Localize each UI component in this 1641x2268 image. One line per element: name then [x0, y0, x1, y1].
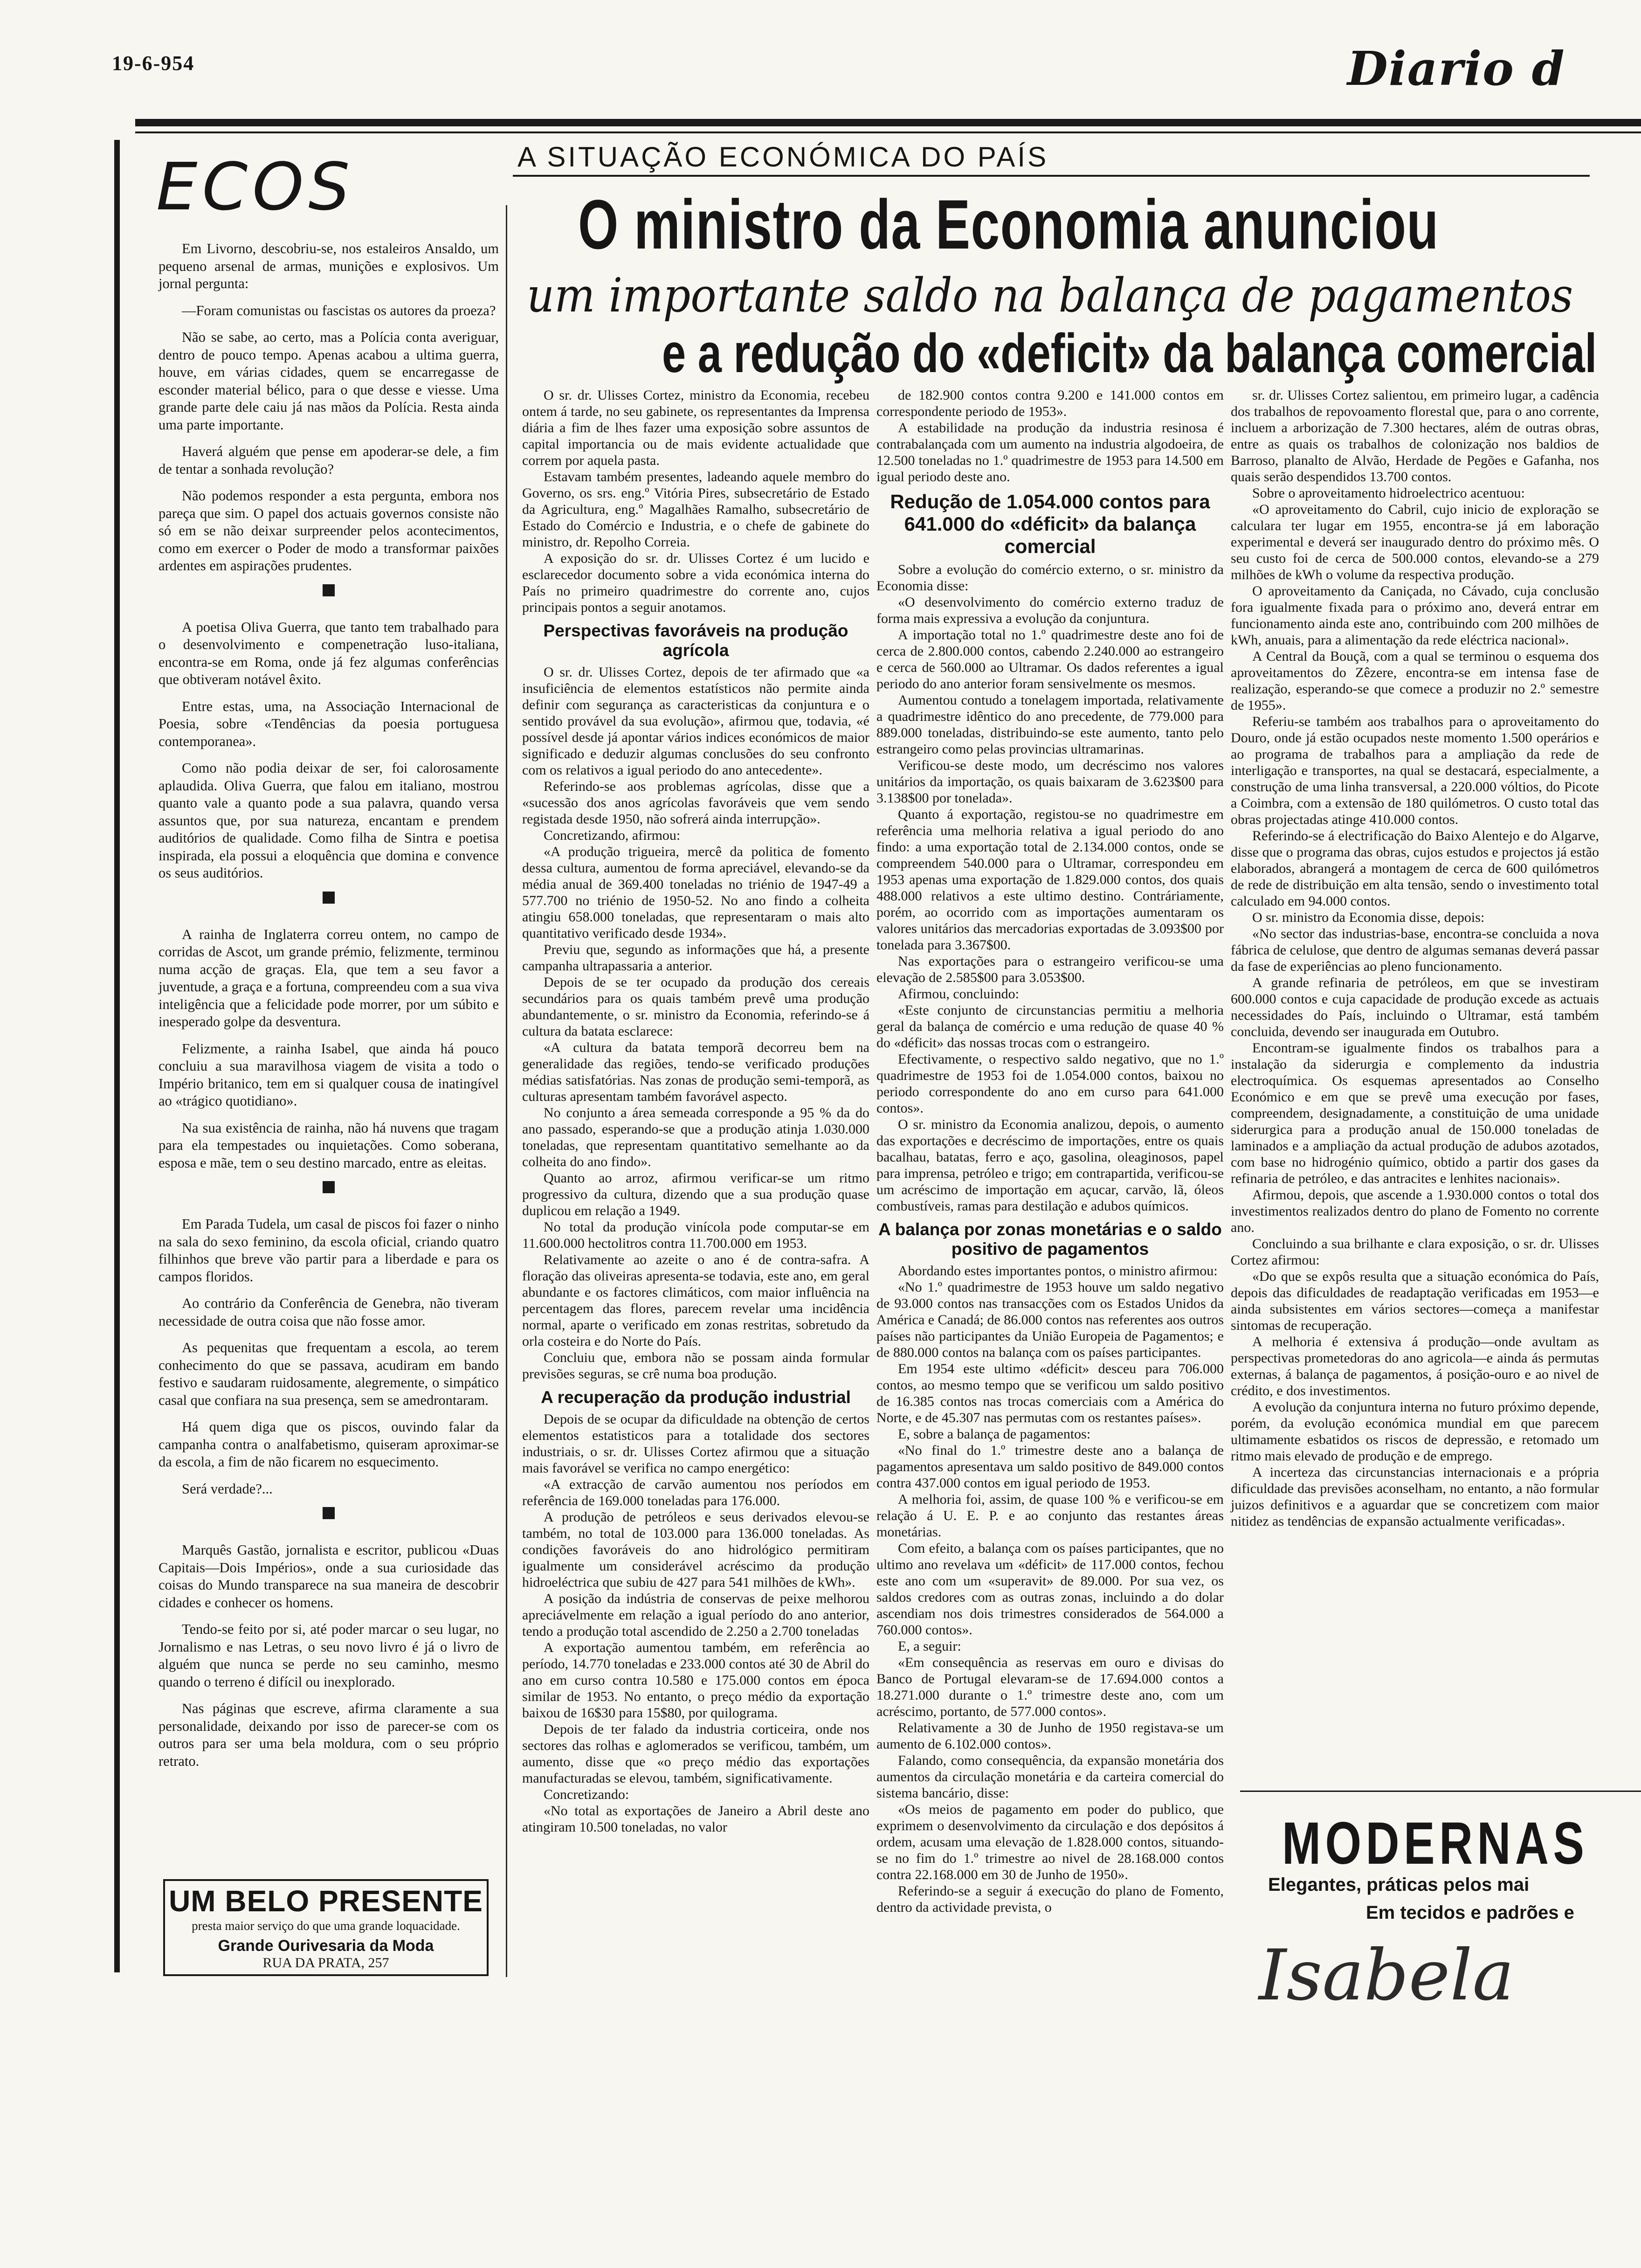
article-paragraph: Concretizando:	[544, 1787, 629, 1802]
section-separator-square	[323, 1507, 335, 1519]
article-paragraph: A posição da indústria de conservas de peixe melhorou apreciávelmente em relação a igual período do ano anterior, tendo a produção total ascendido de 2.250 a 2.700 toneladas	[522, 1591, 869, 1639]
issue-date: 19-6-954	[112, 52, 195, 75]
headline-sub: um importante saldo na balança de pagamentos	[527, 268, 1573, 323]
kicker-rule	[513, 175, 1590, 177]
article-paragraph: Sobre a evolução do comércio externo, o sr. ministro da Economia disse:	[876, 562, 1224, 594]
ecos-paragraph: Felizmente, a rainha Isabel, que ainda há pouco concluiu a sua maravilhosa viagem de visita a todo o Império britanico, tem em si qualquer cousa de inatingível ao «trágico quotidiano».	[159, 1040, 499, 1109]
article-paragraph: «Este conjunto de circunstancias permitiu a melhoria geral da balança de comércio e uma redução de quase 40 % do «déficit» das nossas trocas com o estrangeiro.	[876, 1003, 1224, 1051]
article-paragraph: O sr. ministro da Economia disse, depois:	[1252, 910, 1485, 925]
ecos-paragraph: A poetisa Oliva Guerra, que tanto tem trabalhado para o desenvolvimento e compenetração luso-italiana, encontra-se em Roma, onde já fez algumas conferências que obtiveram notável êxito.	[159, 619, 499, 687]
article-paragraph: A evolução da conjuntura interna no futuro próximo depende, porém, da evolução económica mundial em que parecem ultimamente esbatidos os riscos de depressão, e retomado um ritmo mais elevado de produção e de emprego.	[1231, 1399, 1599, 1464]
article-subheading: A recuperação da produção industrial	[541, 1388, 851, 1407]
article-paragraph: Encontram-se igualmente findos os trabalhos para a instalação da siderurgia e complemento da industria electroquímica. Os esquemas apresentados ao Conselho Económico e em que se prevê uma execução por fases, compreendem, designadamente, a constituição de uma unidade siderurgica para a produção anual de 150.000 toneladas de laminados e a ampliação da actual produção de adubos azotados, com base no hidrogénio químico, obtido a partir dos gases da refinaria de petróleo, e das antracites e lenhites nacionais».	[1231, 1040, 1599, 1186]
article-paragraph: O sr. dr. Ulisses Cortez, ministro da Economia, recebeu ontem á tarde, no seu gabinete, os representantes da Imprensa diária a fim de lhes fazer uma exposição sobre assuntos de capital importancia ou de mais evidente actualidade que correm por aquela pasta.	[522, 387, 869, 468]
article-subheading: A balança por zonas monetárias e o saldo positivo de pagamentos	[878, 1220, 1222, 1258]
article-paragraph: E, sobre a balança de pagamentos:	[898, 1426, 1091, 1442]
article-paragraph: A melhoria foi, assim, de quase 100 % e verificou-se em relação á U. E. P. e ao conjunto das restantes áreas monetárias.	[876, 1492, 1224, 1540]
modernas-ad-signature: Isabela	[1259, 1935, 1514, 2016]
column-divider	[506, 205, 507, 1977]
article-paragraph: Relativamente ao azeite o ano é de contra-safra. A floração das oliveiras apresenta-se todavia, este ano, em geral abundante e os factores climáticos, com maior influência na percentagem das flores, parecem revelar uma incidência normal, aparte o verificado em zonas restritas, sobretudo da orla costeira e do Norte do País.	[522, 1252, 869, 1349]
article-paragraph: Referiu-se também aos trabalhos para o aproveitamento do Douro, onde já estão ocupados neste momento 1.500 operários e ao programa de trabalhos para a ampliação da rede de interligação e transportes, na qual se destacará, especialmente, a construção de uma linha transversal, a 220.000 vóltios, do Picote a Coimbra, com a extensão de 180 quilómetros. O custo total das obras projectadas atinge 410.000 contos.	[1231, 714, 1599, 827]
article-paragraph: Previu que, segundo as informações que há, a presente campanha ultrapassaria a anterior.	[522, 942, 869, 974]
article-paragraph: Depois de se ocupar da dificuldade na obtenção de certos elementos estatisticos para a totalidade dos sectores industriais, o sr. dr. Ulisses Cortez afirmou que a situação mais favorável se verifica no campo energético:	[522, 1411, 869, 1476]
article-paragraph: Sobre o aproveitamento hidroelectrico acentuou:	[1252, 485, 1525, 501]
article-paragraph: A incerteza das circunstancias internacionais e a própria dificuldade das previsões aconselham, no entanto, a não formular juizos definitivos e a aguardar que se concretizem com maior nitidez as tendências de expansão actualmente verificadas».	[1231, 1465, 1599, 1529]
header-rule-thick	[135, 119, 1641, 126]
ecos-paragraph: Haverá alguém que pense em apoderar-se dele, a fim de tentar a sonhada revolução?	[159, 443, 499, 477]
modernas-ad-title: MODERNAS	[1282, 1810, 1589, 1877]
article-subheading: Redução de 1.054.000 contos para 641.000 do «déficit» da balança comercial	[890, 491, 1210, 557]
article-column-1	[522, 387, 869, 1835]
article-paragraph: No conjunto a área semeada corresponde a 95 % da do ano passado, esperando-se que a produção atinja 1.030.000 toneladas, que representam quantitativo semelhante ao da colheita do ano findo».	[522, 1105, 869, 1169]
article-column-2	[876, 387, 1224, 1915]
article-paragraph: Com efeito, a balança com os países participantes, que no ultimo ano revelava um «déficit» de 117.000 contos, fechou este ano com um «superavit» de 89.000. Por sua vez, os saldos credores com as outras zonas, incluindo a do dolar ascendiam nos dois trimestres considerados de 564.000 a 760.000 contos».	[876, 1541, 1224, 1638]
article-paragraph: Depois de ter falado da industria corticeira, onde nos sectores das rolhas e aglomerados se verificou, também, um aumento, disse que «o preço médio das exportações manufacturadas se elevou, também, significativamente.	[522, 1722, 869, 1786]
ecos-column	[159, 240, 499, 1779]
article-paragraph: A Central da Bouçã, com a qual se terminou o esquema dos aproveitamentos do Zêzere, encontra-se em intensa fase de realização, esperando-se que comece a produzir no 2.º semestre de 1955».	[1231, 649, 1599, 713]
article-paragraph: Afirmou, depois, que ascende a 1.930.000 contos o total dos investimentos realizados dentro do plano de Fomento no corrente ano.	[1231, 1187, 1599, 1235]
article-paragraph: Abordando estes importantes pontos, o ministro afirmou:	[898, 1263, 1218, 1279]
article-paragraph: E, a seguir:	[898, 1639, 961, 1654]
ad-top-rule	[1240, 1791, 1641, 1792]
section-separator-square	[323, 1181, 335, 1193]
ecos-paragraph: Como não podia deixar de ser, foi calorosamente aplaudida. Oliva Guerra, que falou em italiano, mostrou quanto vale a quanto pode a sua palavra, quando versa assuntos que, por sua natureza, encantam e prendem auditórios de qualidade. Como filha de Sintra e poetisa inspirada, ela possui a eloquência que domina e convence os seus auditórios.	[159, 760, 499, 881]
article-paragraph: «No sector das industrias-base, encontra-se concluida a nova fábrica de celulose, que dentro de algumas semanas deverá passar da fase de experiências ao pleno funcionamento.	[1231, 926, 1599, 974]
article-paragraph: «A extracção de carvão aumentou nos períodos em referência de 169.000 toneladas para 176.000.	[522, 1477, 869, 1508]
article-paragraph: Estavam também presentes, ladeando aquele membro do Governo, os srs. eng.º Vitória Pires, subsecretário de Estado da Agricultura, eng.º Magalhães Ramalho, subsecretário de Estado do Comércio e Industria, e o chefe de gabinete do ministro, dr. Repolho Correia.	[522, 469, 869, 550]
article-paragraph: «No total as exportações de Janeiro a Abril deste ano atingiram 10.500 toneladas, no valor	[522, 1803, 869, 1835]
article-paragraph: A estabilidade na produção da industria resinosa é contrabalançada com um aumento na industria algodoeira, de 12.500 toneladas no 1.º quadrimestre de 1953 para 14.500 em igual periodo deste ano.	[876, 420, 1224, 484]
ecos-paragraph: Na sua existência de rainha, não há nuvens que tragam para ela tempestades ou inquietações. Como soberana, esposa e mãe, tem o seu destino marcado, entre as eleitas.	[159, 1120, 499, 1171]
article-paragraph: Relativamente a 30 de Junho de 1950 registava-se um aumento de 6.102.000 contos».	[876, 1720, 1224, 1752]
ecos-paragraph: Em Parada Tudela, um casal de piscos foi fazer o ninho na sala do sexo feminino, da escola oficial, criando quatro filhinhos que breve vão partir para a liberdade e para os campos floridos.	[159, 1216, 499, 1285]
ecos-paragraph: Não se sabe, ao certo, mas a Polícia conta averiguar, dentro de pouco tempo. Apenas acabou a ultima guerra, houve, em várias cidades, quem se encarregasse de esconder material bélico, para o que desse e viesse. Uma grande parte dele caiu já nas mãos da Polícia. Resta ainda uma parte importante.	[159, 329, 499, 433]
article-paragraph: Verificou-se deste modo, um decréscimo nos valores unitários da importação, os quais baixaram de 3.623$00 para 3.138$00 por tonelada».	[876, 758, 1224, 806]
article-paragraph: «A produção trigueira, mercê da politica de fomento dessa cultura, aumentou de forma apreciável, elevando-se da média anual de 369.400 toneladas no triénio de 1947-49 a 577.700 no triénio de 1950-52. No ano findo a colheita atingiu 658.000 toneladas, que representaram o mais alto quantitativo verificado desde 1934».	[522, 844, 869, 941]
article-paragraph: A exportação aumentou também, em referência ao período, 14.770 toneladas e 233.000 contos até 30 de Abril do ano em curso contra 10.580 e 175.000 contos em época similar de 1953. No entanto, o preço médio da exportação baixou de 16$30 para 15$80, por quilograma.	[522, 1640, 869, 1721]
ecos-paragraph: A rainha de Inglaterra correu ontem, no campo de corridas de Ascot, um grande prémio, felizmente, terminou numa acção de graças. Ela, que tem a seu favor a juventude, a graça e a fortuna, compreendeu com a sua viva inteligência que a felicidade pode morrer, por um súbito e inesperado golpe da desventura.	[159, 926, 499, 1030]
article-paragraph: «O desenvolvimento do comércio externo traduz de forma mais expressiva a evolução da conjuntura.	[876, 595, 1224, 626]
article-paragraph: A grande refinaria de petróleos, em que se investiram 600.000 contos e cuja capacidade de produção excede as actuais necessidades do País, incluindo o Ultramar, está também concluida, devendo ser inaugurada em Outubro.	[1231, 975, 1599, 1039]
article-paragraph: «A cultura da batata temporã decorreu bem na generalidade das regiões, tendo-se verificado produções médias satisfatórias. Nas zonas de produção semi-temporã, as culturas apresentam também favorável aspecto.	[522, 1040, 869, 1104]
section-separator-square	[323, 584, 335, 596]
headline-third: e a redução do «deficit» da balança comercial	[662, 323, 1597, 384]
article-paragraph: «Em consequência as reservas em ouro e divisas do Banco de Portugal elevaram-se de 17.694.000 contos a 18.271.000 durante o 1.º trimestre deste ano, com um acréscimo, portanto, de 577.000 contos».	[876, 1655, 1224, 1719]
article-paragraph: «Do que se expôs resulta que a situação económica do País, depois das dificuldades de readaptação verificadas em 1953—e ainda subsistentes em vários sectores—começa a manifestar sintomas de recuperação.	[1231, 1269, 1599, 1333]
header-rule-thin	[135, 131, 1641, 133]
article-paragraph: Concluiu que, embora não se possam ainda formular previsões seguras, se crê numa boa produção.	[522, 1350, 869, 1382]
article-paragraph: Efectivamente, o respectivo saldo negativo, que no 1.º quadrimestre de 1953 foi de 1.054.000 contos, baixou no periodo correspondente do ano em curso para 641.000 contos».	[876, 1051, 1224, 1116]
ecos-title: ECOS	[156, 149, 355, 225]
article-paragraph: A exposição do sr. dr. Ulisses Cortez é um lucido e esclarecedor documento sobre a vida económica interna do País no primeiro quadrimestre do corrente ano, cujos principais pontos a seguir anotamos.	[522, 551, 869, 615]
jewelry-ad	[163, 1879, 489, 1976]
article-paragraph: A produção de petróleos e seus derivados elevou-se também, no total de 103.000 para 136.000 toneladas. As condições favoráveis do ano hidrológico permitiram igualmente um considerável acréscimo da produção hidroeléctrica que subiu de 427 para 541 milhões de kWh».	[522, 1509, 869, 1590]
article-kicker: A SITUAÇÃO ECONÓMICA DO PAÍS	[517, 141, 1049, 173]
article-paragraph: Nas exportações para o estrangeiro verificou-se uma elevação de 2.585$00 para 3.053$00.	[876, 954, 1224, 985]
ecos-paragraph: Entre estas, uma, na Associação Internacional de Poesia, sobre «Tendências da poesia portuguesa contemporanea».	[159, 698, 499, 749]
article-paragraph: A importação total no 1.º quadrimestre deste ano foi de cerca de 2.800.000 contos, cabendo 2.240.000 ao estrangeiro e cerca de 560.000 ao Ultramar. Os dados referentes a igual periodo do ano anterior foram sensivelmente os mesmos.	[876, 627, 1224, 691]
ecos-paragraph: As pequenitas que frequentam a escola, ao terem conhecimento do que se passava, acudiram em bando festivo e saudaram ruidosamente, alegremente, o simpático casal que confiara na sua presença, sem se amedrontaram.	[159, 1340, 499, 1408]
headline-main: O ministro da Economia anunciou	[578, 185, 1439, 263]
modernas-ad-line-1: Elegantes, práticas pelos mai	[1268, 1874, 1530, 1895]
ad-shop-name: Grande Ourivesaria da Moda	[218, 1937, 434, 1955]
article-paragraph: sr. dr. Ulisses Cortez salientou, em primeiro lugar, a cadência dos trabalhos de repovoamento florestal que, para o ano corrente, incluem a arborização de 7.300 hectares, além de outras obras, entre as quais os trabalhos de colonização nos baldios de Barroso, planalto de Alvão, Herdade de Pegões e Gafanha, nos quais serão despendidos 13.700 contos.	[1231, 387, 1599, 484]
left-column-bar	[114, 140, 120, 1972]
section-separator-square	[323, 892, 335, 904]
article-paragraph: Em 1954 este ultimo «déficit» desceu para 706.000 contos, ao mesmo tempo que se verificou um saldo positivo de 16.385 contos nas trocas comerciais com a América do Norte, e de 45.307 nas permutas com os restantes países».	[876, 1361, 1224, 1425]
article-paragraph: Referindo-se aos problemas agrícolas, disse que a «sucessão dos anos agrícolas favoráveis que vem sendo registada desde 1950, não sofrerá ainda interrupção».	[522, 779, 869, 827]
article-subheading: Perspectivas favoráveis na produção agrícola	[543, 621, 848, 660]
article-paragraph: Quanto ao arroz, afirmou verificar-se um ritmo progressivo da cultura, dizendo que a sua produção quase duplicou em relação a 1949.	[522, 1170, 869, 1218]
article-paragraph: O aproveitamento da Caniçada, no Cávado, cuja conclusão fora igualmente fixada para o próximo ano, deverá entrar em funcionamento ainda este ano, contribuindo com 200 milhões de kWh, anuais, para a alimentação da rede eléctrica nacional».	[1231, 583, 1599, 648]
ecos-paragraph: Ao contrário da Conferência de Genebra, não tiveram necessidade de outra coisa que não fosse amor.	[159, 1295, 499, 1329]
ecos-paragraph: —Foram comunistas ou fascistas os autores da proeza?	[182, 302, 496, 318]
article-paragraph: No total da produção vinícola pode computar-se em 11.600.000 hectolitros contra 11.700.000 em 1953.	[522, 1219, 869, 1251]
ecos-paragraph: Há quem diga que os piscos, ouvindo falar da campanha contra o analfabetismo, quiseram aproximar-se da escola, a fim de não ficarem no esquecimento.	[159, 1419, 499, 1470]
article-paragraph: Aumentou contudo a tonelagem importada, relativamente a quadrimestre idêntico do ano precedente, de 779.000 para 889.000 toneladas, distribuindo-se este aumento, tanto pelo estrangeiro como pelas provincias ultramarinas.	[876, 692, 1224, 757]
ad-address: RUA DA PRATA, 257	[262, 1955, 389, 1971]
article-paragraph: Concluindo a sua brilhante e clara exposição, o sr. dr. Ulisses Cortez afirmou:	[1231, 1236, 1599, 1268]
modernas-ad-line-2: Em tecidos e padrões e	[1366, 1902, 1574, 1923]
masthead: Diario d	[1347, 41, 1565, 96]
article-paragraph: Referindo-se á electrificação do Baixo Alentejo e do Algarve, disse que o programa das obras, cujos estudos e projectos já estão elaborados, abrangerá a montagem de cerca de 600 quilómetros de rede de distribuição em alta tensão, sendo o investimento total calculado em 94.000 contos.	[1231, 828, 1599, 909]
article-column-3	[1231, 387, 1599, 1529]
ecos-paragraph: Não podemos responder a esta pergunta, embora nos pareça que sim. O papel dos actuais governos consiste não só em se não deixar surpreender pelos acontecimentos, como em exercer o Poder de modo a transformar paixões ardentes em aspirações prudentes.	[159, 488, 499, 574]
article-paragraph: «O aproveitamento do Cabril, cujo inicio de exploração se calculara ter lugar em 1955, encontra-se já em laboração experimental e deverá ser inaugurado dentro do próximo mês. O seu custo foi de cerca de 500.000 contos, elevando-se a 279 milhões de kWh o volume da respectiva produção.	[1231, 502, 1599, 582]
ecos-paragraph: Será verdade?...	[182, 1480, 273, 1497]
article-paragraph: Referindo-se a seguir á execução do plano de Fomento, dentro da actividade prevista, o	[876, 1883, 1224, 1915]
article-paragraph: de 182.900 contos contra 9.200 e 141.000 contos em correspondente periodo de 1953».	[876, 387, 1224, 419]
ecos-paragraph: Marquês Gastão, jornalista e escritor, publicou «Duas Capitais—Dois Impérios», onde a sua curiosidade das coisas do Mundo transparece na sua maneira de descobrir cidades e conhecer os homens.	[159, 1542, 499, 1611]
ad-slogan: presta maior serviço do que uma grande loquacidade.	[192, 1919, 460, 1933]
article-paragraph: Quanto á exportação, registou-se no quadrimestre em referência uma melhoria relativa a igual periodo do ano findo: a uma exportação total de 2.134.000 contos, onde se compreendem 540.000 para o Ultramar, correspondeu em 1953 apenas uma exportação de 1.829.000 contos, dos quais 488.000 relativos a este ultimo destino. Contráriamente, porém, ao ocorrido com as importações aumentaram os valores unitários das mercadorias exportadas de 3.093$00 por tonelada para 3.367$00.	[876, 807, 1224, 953]
article-paragraph: Afirmou, concluindo:	[898, 986, 1019, 1002]
article-paragraph: «Os meios de pagamento em poder do publico, que exprimem o desenvolvimento da circulação e dos depósitos á ordem, acusam uma elevação de 1.828.000 contos, situando-se no fim do 1.º trimestre ao nivel de 28.168.000 contos contra 22.168.000 em 30 de Junho de 1950».	[876, 1802, 1224, 1882]
ad-title: UM BELO PRESENTE	[169, 1884, 483, 1918]
article-paragraph: A melhoria é extensiva á produção—onde avultam as perspectivas prometedoras do ano agricola—e ainda ás permutas externas, á balança de pagamentos, á posição-ouro e ao nivel de crédito, e dos investimentos.	[1231, 1334, 1599, 1398]
article-paragraph: «No 1.º quadrimestre de 1953 houve um saldo negativo de 93.000 contos nas transacções com os Estados Unidos da América e Canadá; de 86.000 contos nas referentes aos outros países não participantes da União Europeia de Pagamentos; e de 880.000 contos na balança com os países participantes.	[876, 1279, 1224, 1360]
ecos-paragraph: Em Livorno, descobriu-se, nos estaleiros Ansaldo, um pequeno arsenal de armas, munições e explosivos. Um jornal pergunta:	[159, 241, 499, 291]
article-paragraph: O sr. dr. Ulisses Cortez, depois de ter afirmado que «a insuficiência de elementos estatísticos não permite ainda definir com segurança as caracteristicas da conjuntura e o sentido provável da sua evolução», afirmou que, todavia, «é possível desde já apontar vários indices económicos de maior significado e deduzir algumas conclusões do seu confronto com os relativos a igual periodo do ano antecedente».	[522, 664, 869, 778]
article-paragraph: Falando, como consequência, da expansão monetária dos aumentos da circulação monetária e da carteira comercial do sistema bancário, disse:	[876, 1753, 1224, 1801]
ecos-paragraph: Tendo-se feito por si, até poder marcar o seu lugar, no Jornalismo e nas Letras, o seu novo livro é já o livro de alguém que nunca se perde no seu caminho, mesmo quando o terreno é difícil ou inexplorado.	[159, 1621, 499, 1690]
article-paragraph: Depois de se ter ocupado da produção dos cereais secundários para os quais também prevê uma produção abundantemente, o sr. ministro da Economia, referindo-se á cultura da batata esclarece:	[522, 975, 869, 1039]
ecos-paragraph: Nas páginas que escreve, afirma claramente a sua personalidade, deixando por isso de parecer-se com os outros para ser uma bela moldura, com o seu próprio retrato.	[159, 1701, 499, 1769]
article-paragraph: O sr. ministro da Economia analizou, depois, o aumento das exportações e decréscimo de importações, entre os quais bacalhau, batatas, ferro e aço, gasolina, oleaginosos, papel para imprensa, petróleo e trigo; em contrapartida, verificou-se um acréscimo de importação em açucar, carvão, lã, óleos combustíveis, ramas para destilação e adubos químicos.	[876, 1117, 1224, 1214]
article-paragraph: «No final do 1.º trimestre deste ano a balança de pagamentos apresentava um saldo positivo de 849.000 contos contra 437.000 contos em igual periodo de 1953.	[876, 1443, 1224, 1491]
article-paragraph: Concretizando, afirmou:	[544, 828, 681, 843]
